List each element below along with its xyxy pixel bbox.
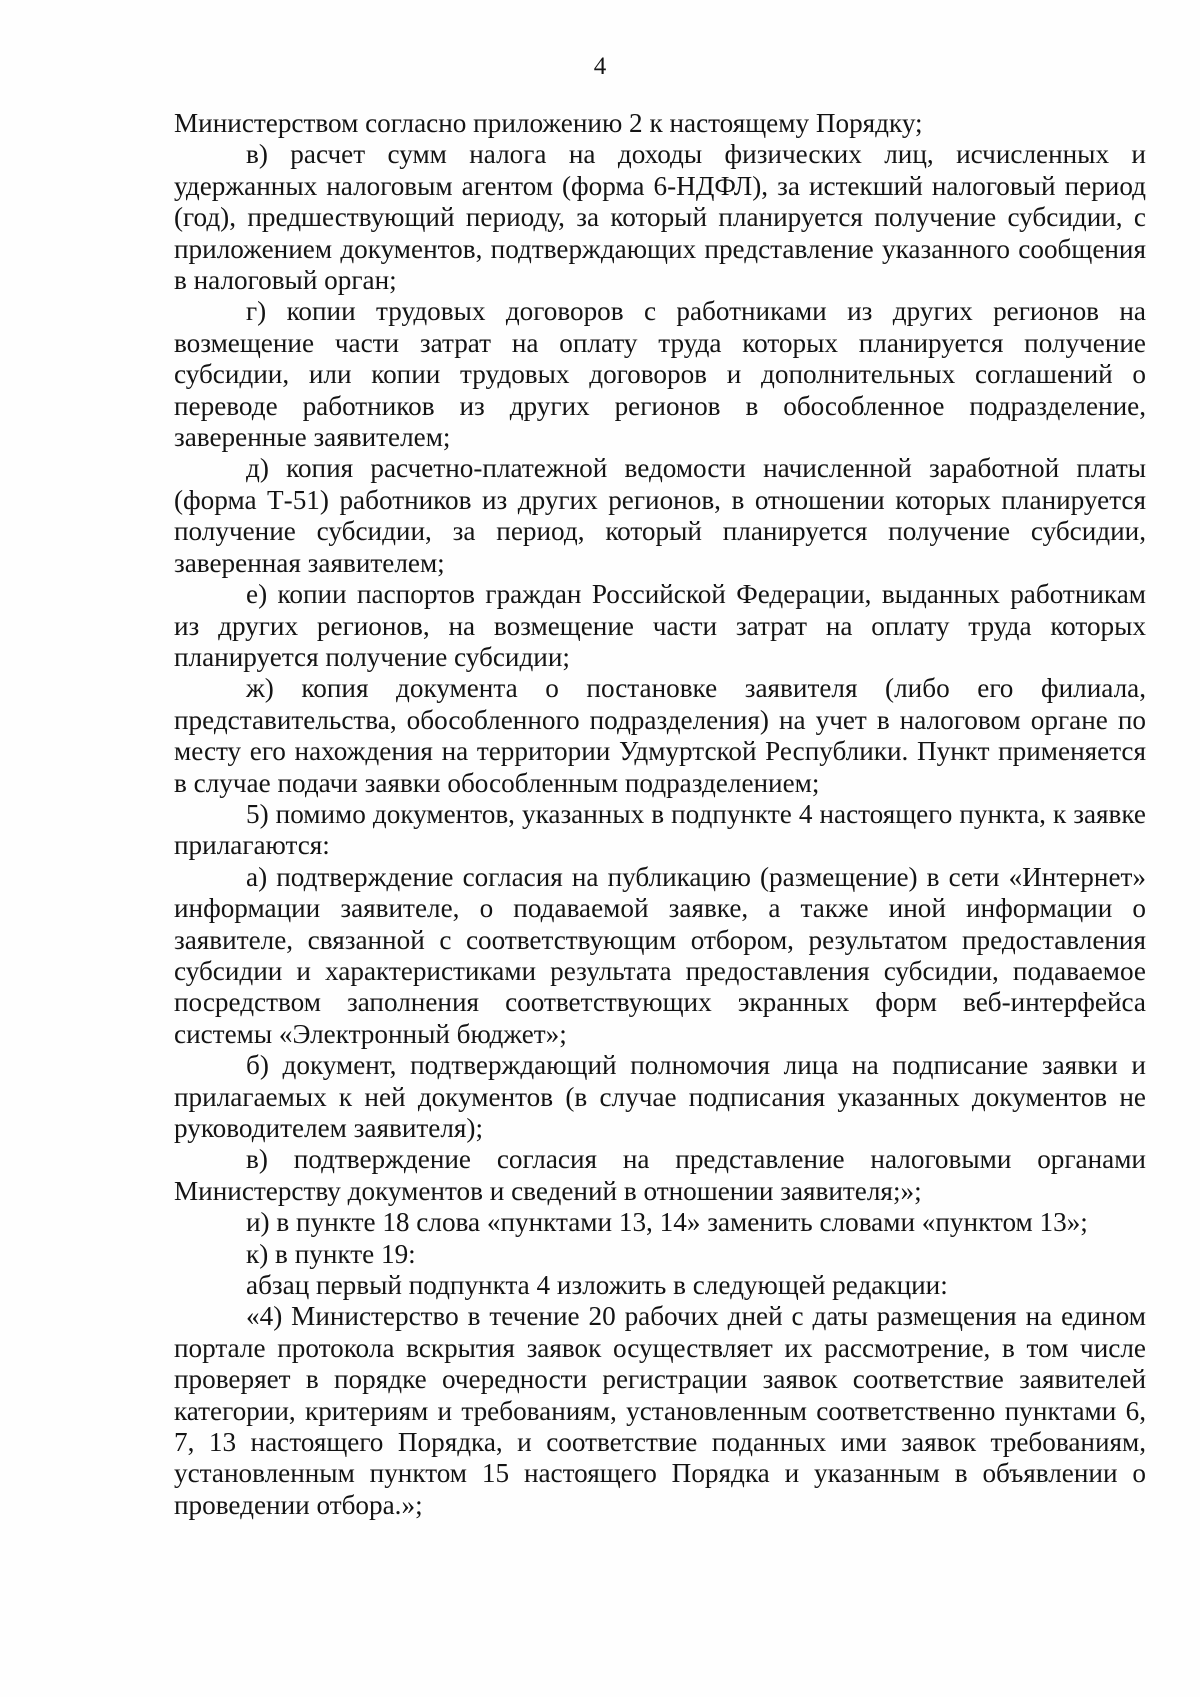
paragraph-continuation: Министерством согласно приложению 2 к настоящему Порядку; [174,108,923,138]
paragraph-item-k: к) в пункте 19: [246,1238,416,1269]
paragraph-item-g: г) копии трудовых договоров с работниками из других регионов на возмещение части затрат на оплату труда которых планируется получение субсидии, или копии трудовых договоров и дополнительных соглашений о переводе работников из других регионов в обособленное подразделение, заверенные заявителем; [174,296,1146,453]
paragraph-item-i: и) в пункте 18 слова «пунктами 13, 14» заменить словами «пунктом 13»; [246,1207,1088,1238]
paragraph-item-v2: в) подтверждение согласия на представление налоговыми органами Министерству документов и сведений в отношении заявителя;»; [174,1144,1146,1206]
paragraph-item-v: в) расчет сумм налога на доходы физических лиц, исчисленных и удержанных налоговым агентом (форма 6-НДФЛ), за истекший налоговый период (год), предшествующий периоду, за который планируется получение субсидии, с приложением документов, подтверждающих представление указанного сообщения в налоговый орган; [174,139,1146,296]
paragraph-amendment-text: «4) Министерство в течение 20 рабочих дней с даты размещения на едином портале протокола вскрытия заявок осуществляет их рассмотрение, в том числе проверяет в порядке очередности регистрации заявок соответствие заявителей категории, критериям и требованиям, установленным соответственно пунктами 6, 7, 13 настоящего Порядка, и соответствие поданных ими заявок требованиям, установленным пунктом 15 настоящего Порядка и указанным в объявлении о проведении отбора.»; [174,1301,1146,1520]
paragraph-amendment-intro: абзац первый подпункта 4 изложить в следующей редакции: [246,1270,948,1301]
paragraph-item-d: д) копия расчетно-платежной ведомости начисленной заработной платы (форма Т-51) работников из других регионов, в отношении которых планируется получение субсидии, за период, который планируется получение субсидии, заверенная заявителем; [174,453,1146,578]
paragraph-item-a: а) подтверждение согласия на публикацию (размещение) в сети «Интернет» информации заявителе, о подаваемой заявке, а также иной информации о заявителе, связанной с соответствующим отбором, результатом предоставления субсидии и характеристиками результата предоставления субсидии, подаваемое посредством заполнения соответствующих экранных форм веб-интерфейса системы «Электронный бюджет»; [174,861,1146,1049]
paragraph-item-e: е) копии паспортов граждан Российской Федерации, выданных работникам из других регионов, на возмещение части затрат на оплату труда которых планируется получение субсидии; [174,579,1146,672]
page-number: 4 [593,53,607,80]
paragraph-item-b: б) документ, подтверждающий полномочия лица на подписание заявки и прилагаемых к ней документов (в случае подписания указанных документов не руководителем заявителя); [174,1050,1146,1143]
paragraph-item-zh: ж) копия документа о постановке заявителя (либо его филиала, представительства, обособленного подразделения) на учет в налоговом органе по месту его нахождения на территории Удмуртской Республики. Пункт применяется в случае подачи заявки обособленным подразделением; [174,673,1146,798]
paragraph-item-5: 5) помимо документов, указанных в подпункте 4 настоящего пункта, к заявке прилагаются: [174,798,1146,861]
document-body [174,108,1146,1521]
